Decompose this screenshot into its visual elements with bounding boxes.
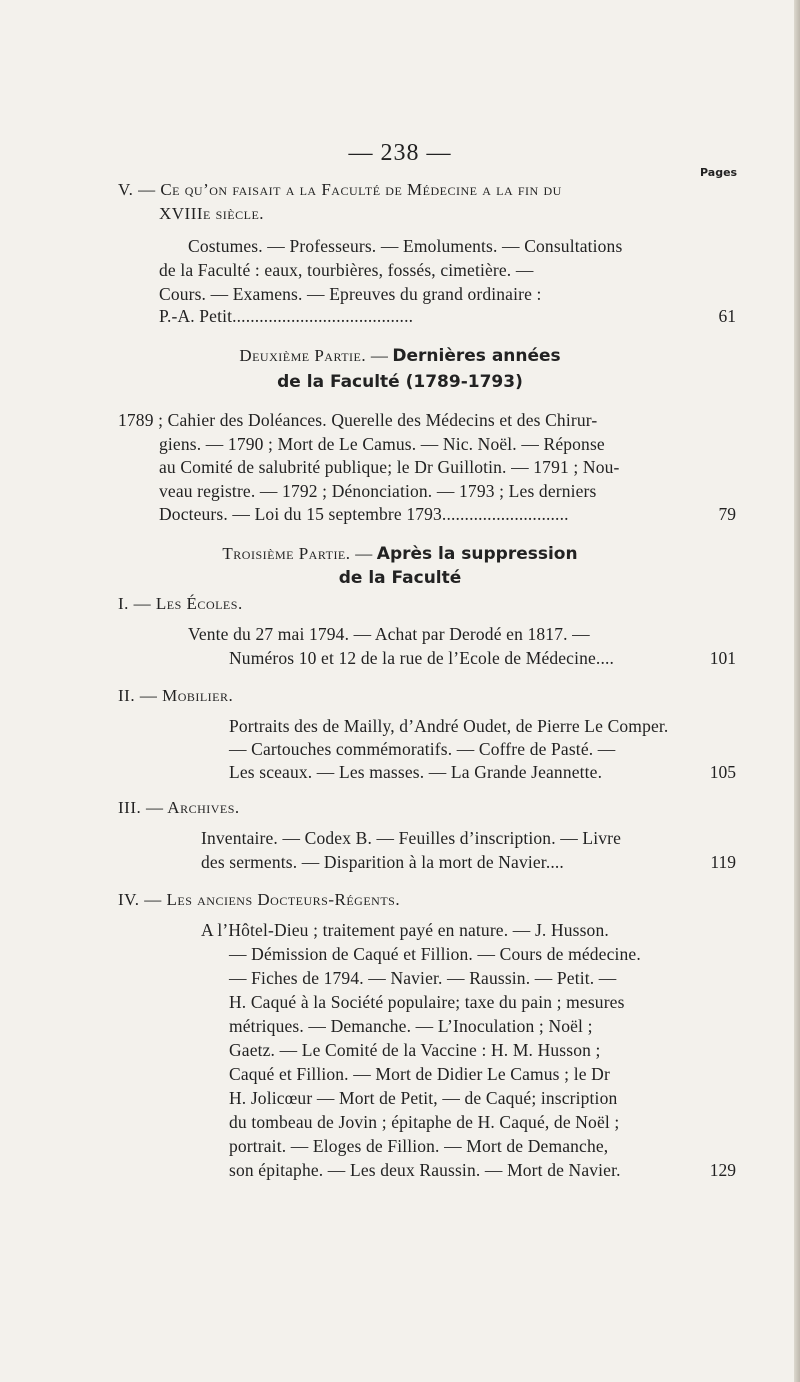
section-iii-page-ref: 119 — [710, 852, 736, 872]
section-v-line: de la Faculté : eaux, tourbières, fossés, cimetière. — — [159, 260, 534, 280]
part-two-label: Deuxième Partie. — — [239, 346, 389, 365]
section-iii-heading: III. — Archives. — [118, 798, 240, 817]
section-iv-line: Gaetz. — Le Comité de la Vaccine : H. M. Husson ; — [229, 1040, 601, 1060]
part-three-title — [0, 544, 800, 564]
section-iv-line: A l’Hôtel-Dieu ; traitement payé en nature. — J. Husson. — [201, 920, 609, 940]
part-three-label: Troisième Partie. — — [222, 544, 373, 563]
section-v-page-ref: 61 — [718, 306, 736, 326]
page-number: — 238 — — [348, 140, 452, 166]
part-two-line: au Comité de salubrité publique; le Dr Guillotin. — 1791 ; Nou- — [159, 457, 620, 477]
section-iv-line: Caqué et Fillion. — Mort de Didier Le Camus ; le Dr — [229, 1064, 610, 1084]
part-two-bold-title: Dernières années — [392, 346, 561, 366]
section-iv-page-ref: 129 — [709, 1160, 736, 1180]
part-two-title — [0, 346, 800, 366]
section-ii-line: Les sceaux. — Les masses. — La Grande Jeannette. — [229, 762, 603, 782]
page-edge — [794, 0, 800, 1382]
section-iv-line: — Fiches de 1794. — Navier. — Raussin. — Petit. — — [229, 968, 617, 988]
section-i-line: Vente du 27 mai 1794. — Achat par Derodé en 1817. — — [188, 624, 590, 644]
section-v-heading: V. — Ce qu’on faisait a la Faculté de Médecine a la fin du — [118, 180, 562, 199]
section-iii-line: Inventaire. — Codex B. — Feuilles d’inscription. — Livre — [201, 828, 622, 848]
section-ii-page-ref: 105 — [709, 762, 736, 782]
part-two-line: Docteurs. — Loi du 15 septembre 1793............................ — [159, 504, 569, 524]
part-two-line: veau registre. — 1792 ; Dénonciation. — 1793 ; Les derniers — [159, 481, 597, 501]
section-iv-line: métriques. — Demanche. — L’Inoculation ; Noël ; — [229, 1016, 593, 1036]
section-v-line: Cours. — Examens. — Epreuves du grand ordinaire : — [159, 284, 542, 304]
section-iv-line: — Démission de Caqué et Fillion. — Cours de médecine. — [229, 944, 641, 964]
section-i-heading: I. — Les Écoles. — [118, 594, 243, 613]
section-iv-line: H. Jolicœur — Mort de Petit, — de Caqué; inscription — [229, 1088, 618, 1108]
part-two-line: giens. — 1790 ; Mort de Le Camus. — Nic. Noël. — Réponse — [159, 434, 605, 454]
part-two-subtitle: de la Faculté (1789-1793) — [277, 372, 523, 392]
section-ii-line: Portraits des de Mailly, d’André Oudet, de Pierre Le Comper. — [229, 716, 669, 736]
section-ii-heading: II. — Mobilier. — [118, 686, 234, 705]
section-iv-heading: IV. — Les anciens Docteurs-Régents. — [118, 890, 401, 909]
section-v-line: Costumes. — Professeurs. — Emoluments. — Consultations — [188, 236, 623, 256]
part-three-bold-title: Après la suppression — [376, 544, 578, 564]
section-i-line: Numéros 10 et 12 de la rue de l’Ecole de Médecine.... — [229, 648, 615, 668]
part-two-page-ref: 79 — [718, 504, 736, 524]
section-iv-line: du tombeau de Jovin ; épitaphe de H. Caqué, de Noël ; — [229, 1112, 620, 1132]
section-iii-line: des serments. — Disparition à la mort de Navier.... — [201, 852, 564, 872]
section-v-heading-line2: XVIIIe siècle. — [159, 204, 265, 223]
part-three-subtitle: de la Faculté — [338, 568, 462, 588]
part-two-line: 1789 ; Cahier des Doléances. Querelle des Médecins et des Chirur- — [118, 410, 598, 430]
section-iv-line: H. Caqué à la Société populaire; taxe du pain ; mesures — [229, 992, 625, 1012]
section-iv-line: son épitaphe. — Les deux Raussin. — Mort de Navier. — [229, 1160, 621, 1180]
pages-column-label: Pages — [700, 166, 738, 179]
section-ii-line: — Cartouches commémoratifs. — Coffre de Pasté. — — [229, 739, 616, 759]
section-v-line: P.-A. Petit........................................ — [159, 306, 414, 326]
section-i-page-ref: 101 — [709, 648, 736, 668]
section-iv-line: portrait. — Eloges de Fillion. — Mort de Demanche, — [229, 1136, 609, 1156]
